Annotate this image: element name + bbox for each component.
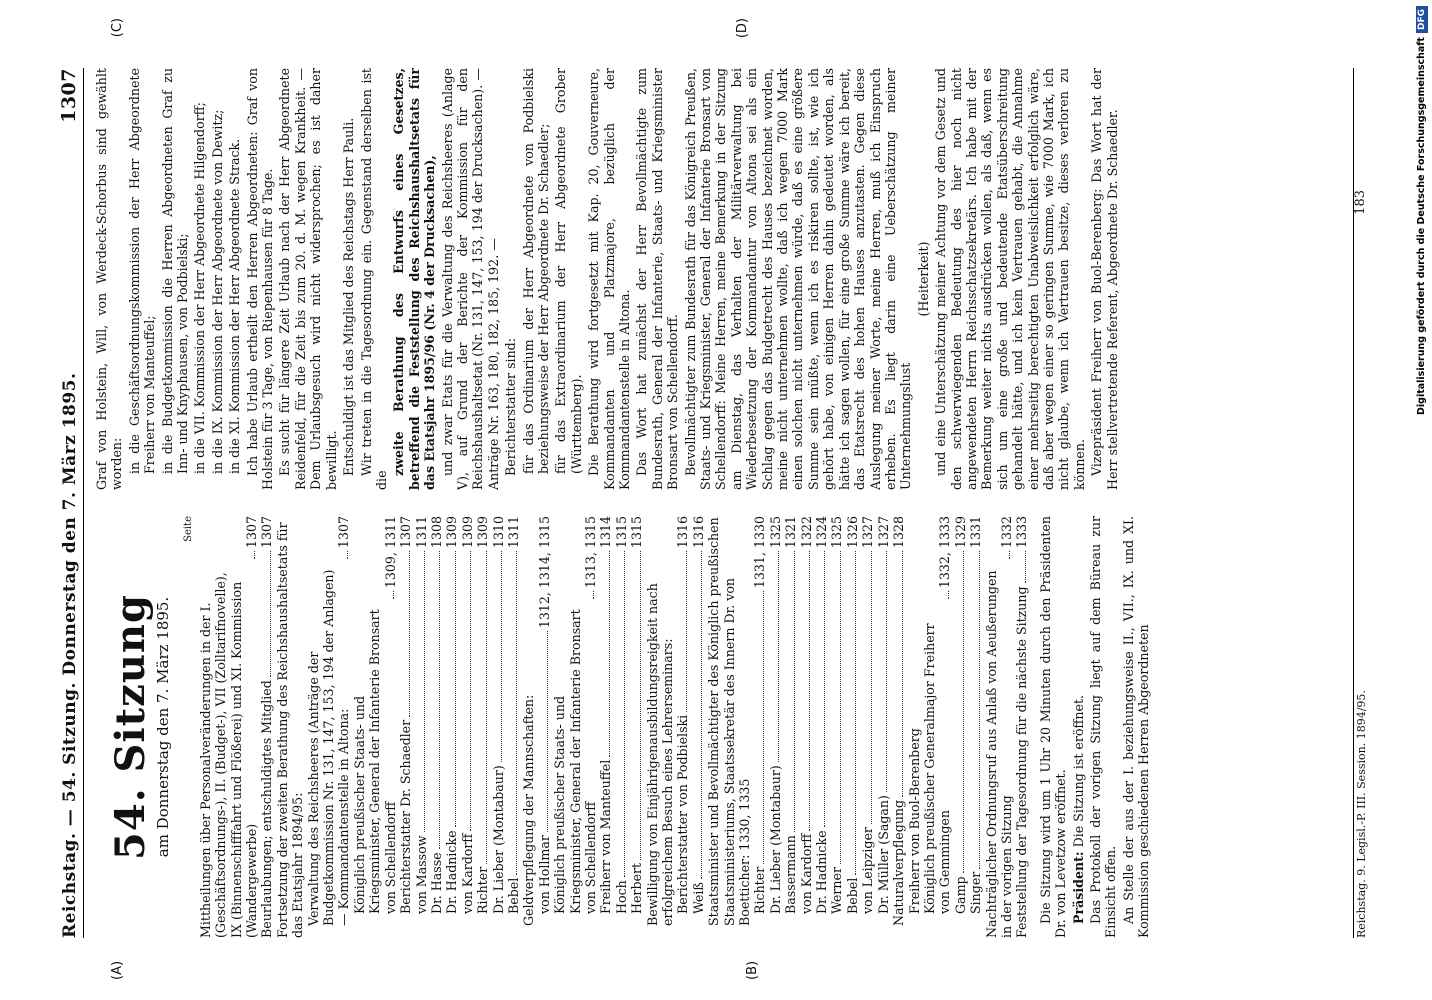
toc-entry-text: Königlich preußischer Staats- und Kriegsminister, General der Infanterie Bronsart von Schellendorff xyxy=(552,609,598,914)
toc-entry-page: 1314 xyxy=(598,516,614,549)
body-paragraph: in die Geschäftsordnungskommission der Herr Abgeordnete Freiherr von Manteuffel; xyxy=(126,68,158,474)
body-paragraph: zweite Berathung des Entwurfs eines Gesetzes, betreffend die Feststellung des Reichshaushaltsetats für das Etatsjahr 1895/96 (Nr. 4 der Drucksachen), xyxy=(391,68,438,490)
toc-entry-text: Beurlaubungen; entschuldigtes Mitglied xyxy=(259,680,275,938)
toc-leader-dots xyxy=(763,591,764,864)
body-paragraph: Wir treten in die Tagesordnung ein. Gegenstand derselben ist die xyxy=(358,68,389,490)
toc-leader-dots xyxy=(794,551,795,832)
toc-entry xyxy=(968,516,983,938)
margin-marker-a: (A) xyxy=(110,960,125,980)
toc-entry xyxy=(752,516,767,938)
toc-entry xyxy=(768,516,783,938)
toc-leader-dots xyxy=(424,551,425,832)
toc-leader-dots xyxy=(393,591,394,599)
left-column xyxy=(94,516,1342,938)
toc-entry-text: Dr. Hadnicke xyxy=(444,830,460,914)
toc-entry xyxy=(984,516,1015,938)
toc-entry-page: 1316 xyxy=(675,516,691,549)
toc-entry-page: 1309 xyxy=(475,516,491,549)
toc-entry xyxy=(860,516,875,938)
toc-entry-text: Naturalverpflegung xyxy=(891,799,907,926)
toc-leader-dots xyxy=(855,551,856,875)
body-paragraph: in die Budgetkommission die Herren Abgeordneten Graf zu Inn- und Knyphausen, von Podbielski; xyxy=(159,68,191,474)
toc-leader-dots xyxy=(609,551,610,757)
toc-entry-page: 1308 xyxy=(428,516,444,549)
toc-leader-dots xyxy=(254,551,255,559)
toc-entry-text: Staatsminister und Bevollmächtigter des Königlich preußischen Staatsministeriums, Staatssekretär des Innern Dr. von Boetticher: 1330, 1335 xyxy=(706,517,753,926)
toc-leader-dots xyxy=(686,551,687,712)
president-paragraph xyxy=(1071,516,1086,938)
toc-leader-dots xyxy=(624,551,625,877)
toc-entry-page: 1316 xyxy=(690,516,706,549)
sheet-number: 183 xyxy=(1353,190,1368,215)
toc-entry-page: 1309, 1311 xyxy=(382,516,398,589)
digitization-credit xyxy=(1410,6,1430,994)
toc-entry-text: Dr. Müller (Sagan) xyxy=(875,795,891,914)
toc-entry xyxy=(352,516,398,938)
toc-leader-dots xyxy=(778,551,779,762)
president-statement: Die Sitzung ist eröffnet. xyxy=(1070,694,1086,848)
toc-entry-text: Dr. Hasse xyxy=(428,852,444,914)
toc-entry xyxy=(845,516,860,938)
toc-leader-dots xyxy=(824,551,825,827)
toc-entry-text: Dr. Hadnicke xyxy=(814,830,830,914)
toc-page-heading: Seite xyxy=(183,516,195,542)
body-paragraph: Vizepräsident Freiherr von Buol-Berenberg: Das Wort hat der Herr stellvertretende Referent, Abgeordnete Dr. Schaedler. xyxy=(1089,68,1120,490)
toc-leader-dots xyxy=(979,551,980,869)
toc-leader-dots xyxy=(516,551,517,875)
toc-entry-text: Dr. Lieber (Montabaur) xyxy=(767,765,783,914)
toc-leader-dots xyxy=(501,551,502,762)
toc-entry xyxy=(398,516,413,938)
page-number: 1307 xyxy=(58,68,80,123)
margin-marker-d: (D) xyxy=(735,18,750,39)
toc-entry-text: Freiherr von Buol-Berenberg xyxy=(906,728,922,914)
toc-entry xyxy=(506,516,521,938)
toc-entry-text: Weiß xyxy=(690,882,706,914)
toc-entry-text: Königlich preußischer Generalmajor Freiherr von Gemmingen xyxy=(921,623,953,914)
toc-entry xyxy=(783,516,798,938)
speaker-label: Präsident: xyxy=(1070,851,1086,924)
footnote: Reichstag. 9. Legisl.-P. III. Session. 1894/95. xyxy=(1355,690,1368,938)
toc-entry-text: Geldverpflegung der Mannschaften: xyxy=(521,694,537,926)
margin-marker-b: (B) xyxy=(745,960,760,980)
toc-entry-page: 1310 xyxy=(490,516,506,549)
toc-entry-text: Fortsetzung der zweiten Berathung des Reichshaushaltsetats für das Etatsjahr 1894/95: xyxy=(274,522,306,938)
toc-entry xyxy=(799,516,814,938)
body-paragraph: und zwar Etats für die Verwaltung des Reichsheeres (Anlage V), auf Grund der Berichte der Kommission für den Reichshaushaltsetat (Nr. 131, 147, 153, 194 der Drucksachen). — Anträge Nr. 163, 180, 182, 185, 192. — xyxy=(439,68,501,490)
toc-entry-page: 1332, 1333 xyxy=(937,516,953,589)
toc-entry xyxy=(1014,516,1029,938)
toc-entry xyxy=(629,516,644,938)
toc-entry xyxy=(491,516,506,938)
toc-entry-page: 1332 xyxy=(998,516,1014,549)
toc-entry-page: 1326 xyxy=(844,516,860,549)
toc-leader-dots xyxy=(347,551,348,559)
toc-entry-text: Bebel xyxy=(844,877,860,914)
toc-entry-text: Mittheilungen über Personalveränderungen in der I. (Geschäftsordnungs-), II. (Budget-), VII (Zolltarifnovelle), IX (Binnenschifffahrt und Flößerei) und XI. Kommission (Wandergewerbe) xyxy=(197,572,260,938)
body-paragraph: (Heiterkeit) xyxy=(915,241,931,317)
toc-entry xyxy=(198,516,260,938)
body-paragraph: Entschuldigt ist das Mitglied des Reichstags Herr Pauli. xyxy=(341,117,357,476)
toc-entry-text: Werner xyxy=(829,867,845,914)
toc-entry-text: von Massow xyxy=(413,835,429,914)
toc-entry xyxy=(891,516,906,938)
toc-entry-page: 1331 xyxy=(968,516,984,549)
protocol-paragraph: Das Protokoll der vorigen Sitzung liegt auf dem Büreau zur Einsicht offen. xyxy=(1087,516,1119,938)
toc-entry xyxy=(275,516,306,938)
toc-entry xyxy=(552,516,598,938)
toc-entry-text: Feststellung der Tagesordnung für die nächste Sitzung xyxy=(1014,586,1030,938)
toc-leader-dots xyxy=(963,551,964,873)
header-title: Reichstag. — 54. Sitzung. Donnerstag den 7. März 1895. xyxy=(60,372,80,938)
toc-entry-text: Berichterstatter Dr. Schaedler xyxy=(398,719,414,914)
toc-entry xyxy=(907,516,922,938)
toc-entry-text: Gamp xyxy=(952,876,968,914)
toc-entry xyxy=(414,516,429,938)
toc-leader-dots xyxy=(886,551,887,792)
toc-entry-page: 1327 xyxy=(860,516,876,549)
toc-entry xyxy=(814,516,829,938)
toc-entry-page: 1315 xyxy=(629,516,645,549)
toc-entry-text: Berichterstatter von Podbielski xyxy=(675,714,691,914)
toc-entry-page: 1307 xyxy=(259,516,275,549)
body-paragraph: in die VII. Kommission der Herr Abgeordnete Hilgendorff; xyxy=(192,102,208,474)
session-date: am Donnerstag den 7. März 1895. xyxy=(154,596,172,858)
toc-entry xyxy=(475,516,490,938)
toc-entry-page: 1325 xyxy=(767,516,783,549)
toc-entry-page: 1311 xyxy=(413,516,429,549)
toc-entry-page: 1333 xyxy=(1014,516,1030,549)
toc-entry xyxy=(460,516,475,938)
toc-entry xyxy=(259,516,274,938)
toc-entry xyxy=(922,516,953,938)
toc-entry xyxy=(876,516,891,938)
toc-entry xyxy=(706,516,752,938)
toc-entry-text: Nachträglicher Ordnungsruf aus Anlaß von Aeußerungen in der vorigen Sitzung xyxy=(983,570,1014,938)
toc-leader-dots xyxy=(270,551,271,677)
body-paragraph: Es sucht für längere Zeit Urlaub nach der Herr Abgeordnete Reidenfeld, für die Zeit bis zum 20. d. M. wegen Krankheit. — Dem Urlaubsgesuch wird nicht widersprochen; es ist daher bewilligt. xyxy=(277,68,339,490)
toc-entry-page: 1321 xyxy=(783,516,799,549)
commission-paragraph: An Stelle der aus der I. beziehungsweise II., VII., IX. und XI. Kommission geschiedenen Herren Abgeordneten xyxy=(1120,516,1152,938)
toc-entry xyxy=(614,516,629,938)
body-paragraph: Die Berathung wird fortgesetzt mit Kap. 20, Gouverneure, Kommandanten und Platzmajore, bezüglich der Kommandantenstelle in Altona. xyxy=(586,68,632,490)
toc-entry-page: 1327 xyxy=(875,516,891,549)
body-paragraph: Das Wort hat zunächst der Herr Bevollmächtigte zum Bundesrath, General der Infanterie, Staats- und Kriegsminister Bronsart von Schellendorff. xyxy=(634,68,681,490)
toc-entry xyxy=(429,516,444,938)
toc-entry-text: Hoch xyxy=(613,880,629,914)
toc-entry-text: Königlich preußischer Staats- und Kriegsminister, General der Infanterie Bronsart von Schellendorff xyxy=(351,609,398,914)
toc-entry-page: 1324 xyxy=(814,516,830,549)
toc-leader-dots xyxy=(470,551,471,831)
toc-entry-page: 1329 xyxy=(952,516,968,549)
toc-entry-text: Verwaltung des Reichsheeres (Anträge der Budgetkommission Nr. 131, 147, 153, 194 der Anlagen) — Kommandantenstelle in Altona: xyxy=(305,569,352,926)
body-paragraph: für das Extraordinarium der Herr Abgeordnete Grober (Württemberg). xyxy=(553,68,584,474)
toc-entry-page: 1313, 1315 xyxy=(582,516,598,589)
toc-leader-dots xyxy=(902,551,903,797)
toc-leader-dots xyxy=(948,591,949,599)
body-paragraph: Bevollmächtigter zum Bundesrath für das Königreich Preußen, Staats- und Kriegsminister, General der Infanterie Bronsart von Schellendorff: Meine Herren, meine Bemerkung in der Sitzung am Dienstag, das Verhalten der Militärverwaltung bei Wiederbesetzung der Kommandantur von Altona sei als ein Schlag gegen das Budgetrecht des Hauses bezeichnet worden, meine nicht unternehmen wollte, daß ich wegen 7000 Mark einen solchen nicht unternehmen würde, daß es eine größere Summe sein müßte, wenn ich es riskiren sollte, ist, wie ich gehört habe, von einigen Herren dahin gedeutet worden, als hätte ich sagen wollen, für eine große Summe wäre ich bereit, das Etatsrecht des hohen Hauses anzutasten. Gegen diese Auslegung meiner Worte, meine Herren, muß ich Einspruch erheben. Es liegt darin eine Ueberschätzung meiner Unternehmungslust xyxy=(682,68,914,490)
toc-entry xyxy=(444,516,459,938)
toc-leader-dots xyxy=(640,551,641,860)
toc-leader-dots xyxy=(409,551,410,717)
toc-entry-text: Richter xyxy=(752,866,768,914)
toc-entry xyxy=(829,516,844,938)
toc-entry-page: 1315 xyxy=(613,516,629,549)
body-paragraph: Ich habe Urlaub ertheilt den Herren Abgeordneten: Graf von Holstein für 3 Tage, von Riepenhausen für 8 Tage. xyxy=(244,68,276,490)
margin-marker-c: (C) xyxy=(110,18,125,38)
toc-entry-page: 1309 xyxy=(444,516,460,549)
body-paragraph: in die XI. Kommission der Herr Abgeordnete Strack. xyxy=(227,138,243,474)
toc-entry xyxy=(675,516,690,938)
toc-entry xyxy=(953,516,968,938)
body-paragraph: für das Ordinarium der Herr Abgeordnete von Podbielski beziehungsweise der Herr Abgeordnete Dr. Schaedler; xyxy=(520,68,551,474)
body-paragraph: Graf von Holstein, Will, von Werdeck-Schorbus sind gewählt worden: xyxy=(94,68,125,490)
toc-entry-text: Herbert xyxy=(629,862,645,914)
toc-entry-page: 1322 xyxy=(798,516,814,549)
right-column xyxy=(94,68,1342,490)
toc-leader-dots xyxy=(1009,551,1010,559)
toc-entry xyxy=(645,516,676,938)
toc-leader-dots xyxy=(486,551,487,864)
toc-entry-page: 1307 xyxy=(244,516,260,549)
toc-entry xyxy=(521,516,536,938)
table-of-contents xyxy=(198,516,1030,938)
toc-entry-page: 1307 xyxy=(336,516,352,549)
toc-entry-text: Bewilligung von Einjährigenausbildungsreigkeit nach erfolgreichem Besuch eines Lehrerseminars: xyxy=(644,583,675,926)
session-title: 54. Sitzung xyxy=(107,594,154,860)
toc-entry-page: 1311 xyxy=(505,516,521,549)
toc-entry-text: Singer xyxy=(968,871,984,914)
running-header xyxy=(44,68,84,938)
opening-paragraph: Die Sitzung wird um 1 Uhr 20 Minuten durch den Präsidenten Dr. von Levetzow eröffnet. xyxy=(1037,516,1069,938)
toc-leader-dots xyxy=(871,551,872,824)
toc-entry-text: von Kardorff xyxy=(798,833,814,914)
toc-leader-dots xyxy=(547,631,548,832)
toc-entry-text: Richter xyxy=(475,866,491,914)
toc-entry-text: Bassermann xyxy=(783,835,799,914)
toc-entry-page: 1331, 1330 xyxy=(752,516,768,589)
toc-entry-page: 1307 xyxy=(398,516,414,549)
body-paragraph: Berichterstatter sind: xyxy=(503,338,519,476)
toc-entry-text: von Kardorff xyxy=(459,833,475,914)
toc-entry-text: von Hollmar xyxy=(536,835,552,914)
toc-leader-dots xyxy=(1025,551,1026,583)
toc-leader-dots xyxy=(809,551,810,831)
toc-leader-dots xyxy=(439,551,440,849)
toc-leader-dots xyxy=(593,591,594,599)
toc-entry-page: 1312, 1314, 1315 xyxy=(536,516,552,629)
toc-leader-dots xyxy=(701,551,702,879)
toc-entry xyxy=(691,516,706,938)
toc-entry-text: Dr. Lieber (Montabaur) xyxy=(490,765,506,914)
toc-entry xyxy=(598,516,613,938)
toc-entry-page: 1325 xyxy=(829,516,845,549)
toc-entry-text: Bebel xyxy=(505,877,521,914)
body-paragraph: in die IX. Kommission der Herr Abgeordnete von Dewitz; xyxy=(209,109,225,474)
body-paragraph: und eine Unterschätzung meiner Achtung vor dem Gesetz und den schwerwiegenden Bedeutung des hier noch nicht angewendeten Herrn Reichsschatzsekretärs. Ich habe mit der Bemerkung weiter nichts ausdrücken wollen, als daß, wenn es sich um eine große und bedeutende Etatsüberschreitung gehandelt hätte, und ich kein Vertrauen gehabt, die Annahme einer mehrseitig berechtigten Unabweislichkeit erfolglich wäre, daß aber wegen einer so geringen Summe, wie 7000 Mark, ich nicht glaube, wenn ich Vertrauen besitze, dieses verloren zu können. xyxy=(933,68,1087,490)
toc-leader-dots xyxy=(455,551,456,827)
toc-entry xyxy=(306,516,352,938)
toc-entry xyxy=(537,516,552,938)
toc-entry-page: 1328 xyxy=(891,516,907,549)
dfg-logo: DFG xyxy=(1416,6,1428,33)
text-columns xyxy=(94,68,1342,938)
toc-leader-dots xyxy=(840,551,841,864)
toc-entry-text: Freiherr von Manteuffel xyxy=(598,759,614,914)
toc-entry-page: 1309 xyxy=(459,516,475,549)
credit-text: Digitalisierung gefördert durch die Deutsche Forschungsgemeinschaft xyxy=(1416,37,1427,415)
toc-entry-text: von Leipziger xyxy=(860,827,876,914)
